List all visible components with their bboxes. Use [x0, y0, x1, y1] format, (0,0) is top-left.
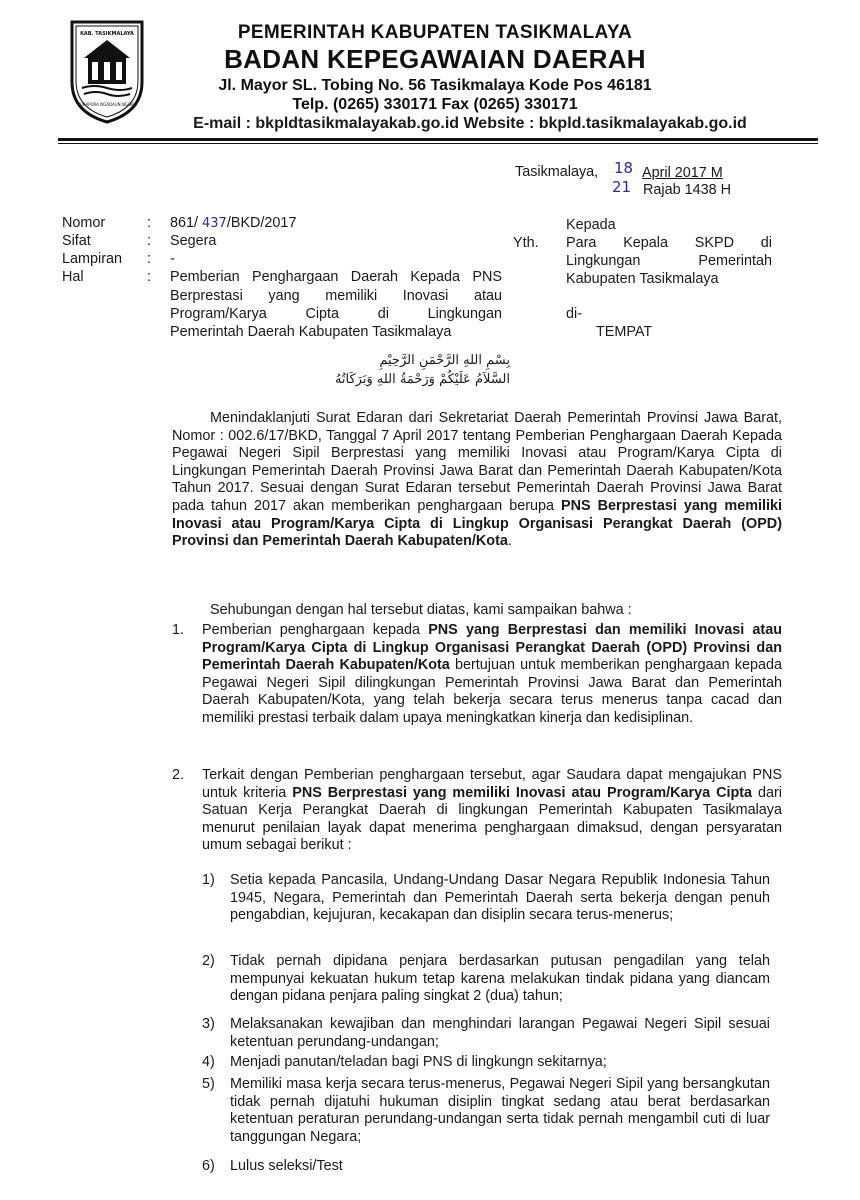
nomor-value: [170, 215, 296, 231]
sub-item-6-text: Lulus seleksi/Test: [230, 1158, 343, 1174]
date-day-masehi: 18: [614, 159, 634, 177]
date-place: Tasikmalaya,: [515, 164, 599, 180]
sub-item-2-text: Tidak pernah dipidana penjara berdasarkan putusan pengadilan yang telah mempunyai kekuatan hukum tetap karena melakukan tindak pidana yang diancam dengan pidana penjara paling singkat 2 (dua) tahun;: [230, 953, 770, 1005]
lampiran-label: Lampiran: [62, 251, 122, 267]
letterhead-rule-thin: [58, 143, 818, 144]
letterhead-email-website: E-mail : bkpldtasikmalayakab.go.id Website : bkpld.tasikmalayakab.go.id: [193, 115, 747, 132]
hal-label: Hal: [62, 269, 84, 285]
item-1-number: 1.: [172, 622, 185, 638]
date-month-hijri: Rajab 1438 H: [643, 182, 732, 198]
hal-line-4: Pemerintah Daerah Kabupaten Tasikmalaya: [170, 324, 452, 340]
item-2-number: 2.: [172, 767, 185, 783]
nomor-handwritten: 437: [202, 216, 227, 231]
nomor-prefix: 861/: [170, 215, 199, 231]
date-day-hijri: 21: [612, 178, 632, 196]
recipient-di: di-: [566, 306, 582, 322]
sub-item-5-text: Memiliki masa kerja secara terus-menerus, Pegawai Negeri Sipil yang bersangkutan tidak pernah dijatuhi hukuman disiplin tingkat sedang atau berat berdasarkan ketentuan peraturan perundang-undangan serta tidak pernah mengambil cuti di luar tanggungan Negara;: [230, 1076, 770, 1145]
lampiran-value: -: [170, 251, 175, 267]
recipient-yth: Yth.: [513, 235, 539, 251]
letterhead-rule-thick: [58, 138, 818, 141]
logo-top-text: KAB. TASIKMALAYA: [80, 31, 134, 37]
sub-item-5-number: 5): [202, 1076, 215, 1092]
recipient-tempat: TEMPAT: [596, 324, 653, 340]
letterhead-phone: Telp. (0265) 330171 Fax (0265) 330171: [292, 96, 578, 113]
item-1-text-bold: PNS yang Berprestasi dan memiliki Inovasi atau Program/Karya Cipta di Lingkup Organisasi Perangkat Daerah (OPD) Provinsi dan Pemerintah Daerah Kabupaten/Kota: [202, 622, 782, 674]
sub-item-6-number: 6): [202, 1158, 215, 1174]
sub-item-3-number: 3): [202, 1016, 215, 1032]
hal-line-1: Pemberian Penghargaan Daerah Kepada PNS: [170, 269, 502, 285]
sifat-colon: :: [147, 233, 151, 249]
logo-bottom-text: SUKAPURA NGADAUN NGORA: [77, 102, 137, 107]
hal-line-3: Program/Karya Cipta di Lingkungan: [170, 306, 502, 322]
sub-item-4-number: 4): [202, 1054, 215, 1070]
lampiran-colon: :: [147, 251, 151, 267]
hal-colon: :: [147, 269, 151, 285]
item-2-text-bold: PNS Berprestasi yang memiliki Inovasi atau Program/Karya Cipta: [292, 784, 753, 801]
paragraph-intro-text: Menindaklanjuti Surat Edaran dari Sekretariat Daerah Pemerintah Provinsi Jawa Barat, Nomor : 002.6/17/BKD, Tanggal 7 April 2017 tentang Pemberian Penghargaan Daerah Kepada Pegawai Negeri Sipil Berprestasi yang memiliki Inovasi atau Program/Karya Cipta di Lingkungan Pemerintah Daerah Provinsi Jawa Barat dan Pemerintah Daerah Kabupaten/Kota Tahun 2017. Sesuai dengan Surat Edaran tersebut Pemerintah Daerah Provinsi Jawa Barat pada tahun 2017 akan memberikan penghargaan berupa: [172, 410, 782, 514]
sub-item-1-text: Setia kepada Pancasila, Undang-Undang Dasar Negara Republik Indonesia Tahun 1945, Negara, Pemerintah dan Pemerintah Daerah serta bekerja dengan penuh pengabdian, kejujuran, kecakapan dan disiplin secara terus-menerus;: [230, 872, 770, 924]
item-2-text-a: Terkait dengan Pemberian penghargaan tersebut, agar Saudara dapat mengajukan PNS untuk kriteria: [202, 767, 782, 801]
item-1-text: [202, 622, 782, 728]
sub-item-4-text: Menjadi panutan/teladan bagi PNS di lingkungn sekitarnya;: [230, 1054, 607, 1070]
item-1-text-a: Pemberian penghargaan kepada: [202, 622, 429, 638]
recipient-line-2: Lingkungan Pemerintah: [566, 253, 772, 269]
basmalah: بِسْمِ اللهِ الرَّحْمَنِ الرَّحِيْمِ: [379, 353, 510, 368]
paragraph-intro-bold: PNS Berprestasi yang memiliki Inovasi atau Program/Karya Cipta di Lingkup Organisasi Perangkat Daerah (OPD) Provinsi dan Pemerintah Daerah Kabupaten/Kota: [172, 497, 782, 550]
regency-emblem-logo: [62, 16, 152, 126]
salam-greeting: السَّلاَمُ عَلَيْكُمْ وَرَحْمَةُ اللهِ وَبَرَكَاتُهُ: [334, 372, 510, 387]
paragraph-sehubungan: Sehubungan dengan hal tersebut diatas, kami sampaikan bahwa :: [210, 602, 632, 618]
item-2-text: [202, 767, 782, 855]
recipient-line-3: Kabupaten Tasikmalaya: [566, 271, 719, 287]
item-1-text-c: bertujuan untuk memberikan penghargaan kepada Pegawai Negeri Sipil dilingkungan Pemerintah Provinsi Jawa Barat dan Pemerintah Daerah Kabupaten/Kota, yang telah bekerja secara terus menerus tanpa cacad dan memiliki prestasi terbaik dalam upaya meningkatkan kinerja dan kedisiplinan.: [202, 657, 782, 726]
hal-line-2: Berprestasi yang memiliki Inovasi atau: [170, 288, 502, 304]
letterhead-government: PEMERINTAH KABUPATEN TASIKMALAYA: [237, 22, 633, 43]
sub-item-3-text: Melaksanakan kewajiban dan menghindari larangan Pegawai Negeri Sipil sesuai ketentuan perundang-undangan;: [230, 1016, 770, 1050]
nomor-label: Nomor: [62, 215, 106, 231]
sub-item-1-number: 1): [202, 872, 215, 888]
nomor-colon: :: [147, 215, 151, 231]
recipient-kepada: Kepada: [566, 217, 616, 233]
letterhead-address: Jl. Mayor SL. Tobing No. 56 Tasikmalaya Kode Pos 46181: [218, 77, 652, 94]
sifat-value: Segera: [170, 233, 217, 249]
recipient-line-1: Para Kepala SKPD di: [566, 235, 772, 251]
sub-item-2-number: 2): [202, 953, 215, 969]
nomor-suffix: /BKD/2017: [226, 215, 297, 231]
paragraph-intro-end: .: [507, 533, 512, 550]
sifat-label: Sifat: [62, 233, 91, 249]
item-2-text-c: dari Satuan Kerja Perangkat Daerah di lingkungan Pemerintah Kabupaten Tasikmalaya menurut penilaian layak dapat menerima penghargaan dimaksud, dengan persyaratan umum sebagai berikut :: [202, 784, 782, 854]
letterhead-agency: BADAN KEPEGAWAIAN DAERAH: [224, 44, 646, 74]
date-month-masehi: April 2017 M: [642, 165, 723, 181]
paragraph-intro: [172, 410, 782, 551]
